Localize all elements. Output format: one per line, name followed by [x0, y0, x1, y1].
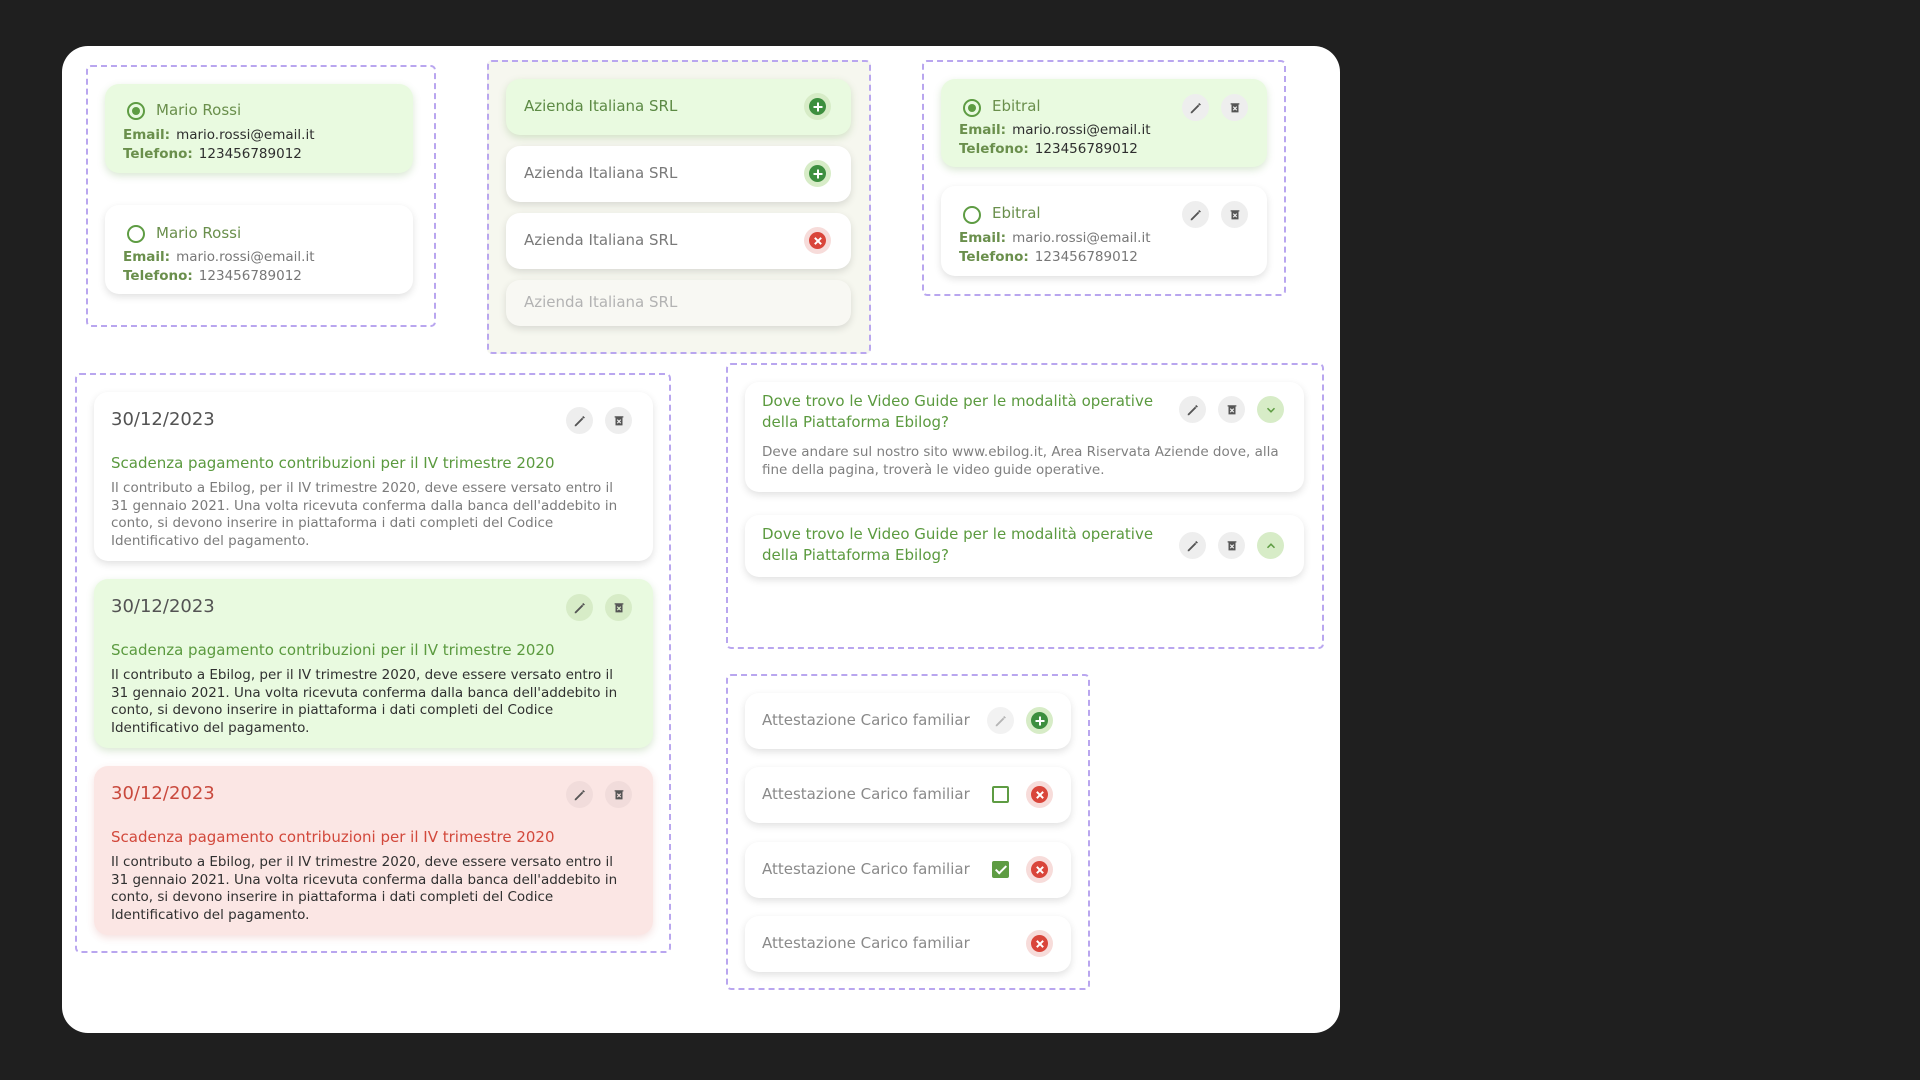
contact-phone: Telefono: 123456789012 [123, 268, 302, 284]
add-icon[interactable] [1026, 707, 1053, 734]
contact-name: Ebitral [992, 97, 1041, 115]
component-board [62, 46, 1340, 1033]
notice-subject: Scadenza pagamento contribuzioni per il IV trimestre 2020 [111, 828, 555, 846]
contact-phone: Telefono: 123456789012 [123, 146, 302, 162]
faq-question[interactable]: Dove trovo le Video Guide per le modalità operative della Piattaforma Ebilog? [762, 525, 1154, 564]
attachment-item[interactable] [745, 693, 1071, 749]
notice-date: 30/12/2023 [111, 596, 215, 617]
radio-selected-icon[interactable] [963, 99, 981, 117]
notice-subject: Scadenza pagamento contribuzioni per il IV trimestre 2020 [111, 454, 555, 472]
delete-icon[interactable] [605, 781, 632, 808]
contact-email: Email: mario.rossi@email.it [959, 230, 1151, 246]
contact-name: Ebitral [992, 204, 1041, 222]
edit-icon[interactable] [987, 707, 1014, 734]
radio-unselected-icon[interactable] [127, 225, 145, 243]
contact-name: Mario Rossi [156, 224, 242, 242]
radio-unselected-icon[interactable] [963, 206, 981, 224]
delete-icon[interactable] [1221, 201, 1248, 228]
notice-date: 30/12/2023 [111, 409, 215, 430]
edit-icon[interactable] [566, 407, 593, 434]
attachment-label: Attestazione Carico familiar [762, 785, 970, 803]
notice-card-success[interactable] [94, 579, 653, 748]
contact-cards-group [86, 65, 436, 327]
company-label: Azienda Italiana SRL [524, 231, 678, 249]
add-icon[interactable] [804, 160, 831, 187]
attachment-label: Attestazione Carico familiar [762, 711, 970, 729]
attachment-label: Attestazione Carico familiar [762, 860, 970, 878]
notice-cards-group [75, 373, 671, 953]
delete-icon[interactable] [605, 407, 632, 434]
edit-icon[interactable] [566, 594, 593, 621]
edit-icon[interactable] [1182, 201, 1209, 228]
remove-icon[interactable] [1026, 781, 1053, 808]
delete-icon[interactable] [605, 594, 632, 621]
remove-icon[interactable] [1026, 930, 1053, 957]
faq-group [726, 363, 1324, 649]
contact-email: Email: mario.rossi@email.it [959, 122, 1151, 138]
attachment-item[interactable] [745, 842, 1071, 898]
faq-answer: Deve andare sul nostro sito www.ebilog.it, Area Riservata Aziende dove, alla fine della pagina, troverà le video guide operative. [762, 444, 1279, 478]
faq-question[interactable]: Dove trovo le Video Guide per le modalità operative della Piattaforma Ebilog? [762, 392, 1154, 431]
company-item-selected[interactable] [506, 79, 851, 135]
checkbox-unchecked-icon[interactable] [992, 786, 1009, 803]
notice-body: Il contributo a Ebilog, per il IV trimestre 2020, deve essere versato entro il 31 gennaio 2021. Una volta ricevuta conferma dalla banca dell'addebito in conto, si devono inserire in piattaforma i dati completi del Codice Identificativo del pagamento. [111, 854, 618, 923]
company-list-group [487, 60, 871, 354]
attachment-item[interactable] [745, 916, 1071, 972]
faq-item-collapsed[interactable] [745, 515, 1304, 577]
company-item[interactable] [506, 146, 851, 202]
delete-icon[interactable] [1218, 396, 1245, 423]
company-label: Azienda Italiana SRL [524, 97, 678, 115]
add-icon[interactable] [804, 93, 831, 120]
notice-body: Il contributo a Ebilog, per il IV trimestre 2020, deve essere versato entro il 31 gennaio 2021. Una volta ricevuta conferma dalla banca dell'addebito in conto, si devono inserire in piattaforma i dati completi del Codice Identificativo del pagamento. [111, 667, 618, 736]
editable-contact-group [922, 60, 1286, 296]
edit-icon[interactable] [1179, 396, 1206, 423]
contact-phone: Telefono: 123456789012 [959, 141, 1138, 157]
attachment-item[interactable] [745, 767, 1071, 823]
company-item[interactable] [506, 213, 851, 269]
notice-subject: Scadenza pagamento contribuzioni per il IV trimestre 2020 [111, 641, 555, 659]
delete-icon[interactable] [1221, 94, 1248, 121]
contact-card-selected[interactable] [105, 84, 413, 173]
faq-item-expanded[interactable] [745, 382, 1304, 492]
chevron-down-icon[interactable] [1257, 396, 1284, 423]
checkbox-checked-icon[interactable] [992, 861, 1009, 878]
company-label: Azienda Italiana SRL [524, 293, 678, 311]
contact-email: Email: mario.rossi@email.it [123, 127, 315, 143]
company-item-disabled [506, 280, 851, 326]
contact-phone: Telefono: 123456789012 [959, 249, 1138, 265]
company-label: Azienda Italiana SRL [524, 164, 678, 182]
attachments-group [726, 674, 1090, 990]
attachment-label: Attestazione Carico familiar [762, 934, 970, 952]
remove-icon[interactable] [1026, 856, 1053, 883]
editable-contact-card-selected[interactable] [941, 79, 1267, 167]
editable-contact-card[interactable] [941, 186, 1267, 276]
radio-selected-icon[interactable] [127, 102, 145, 120]
contact-name: Mario Rossi [156, 101, 242, 119]
notice-date: 30/12/2023 [111, 783, 215, 804]
contact-email: Email: mario.rossi@email.it [123, 249, 315, 265]
chevron-up-icon[interactable] [1257, 532, 1284, 559]
notice-card[interactable] [94, 392, 653, 561]
contact-card[interactable] [105, 205, 413, 294]
delete-icon[interactable] [1218, 532, 1245, 559]
notice-body: Il contributo a Ebilog, per il IV trimestre 2020, deve essere versato entro il 31 gennaio 2021. Una volta ricevuta conferma dalla banca dell'addebito in conto, si devono inserire in piattaforma i dati completi del Codice Identificativo del pagamento. [111, 480, 618, 549]
notice-card-error[interactable] [94, 766, 653, 935]
edit-icon[interactable] [1179, 532, 1206, 559]
remove-icon[interactable] [804, 227, 831, 254]
edit-icon[interactable] [566, 781, 593, 808]
edit-icon[interactable] [1182, 94, 1209, 121]
